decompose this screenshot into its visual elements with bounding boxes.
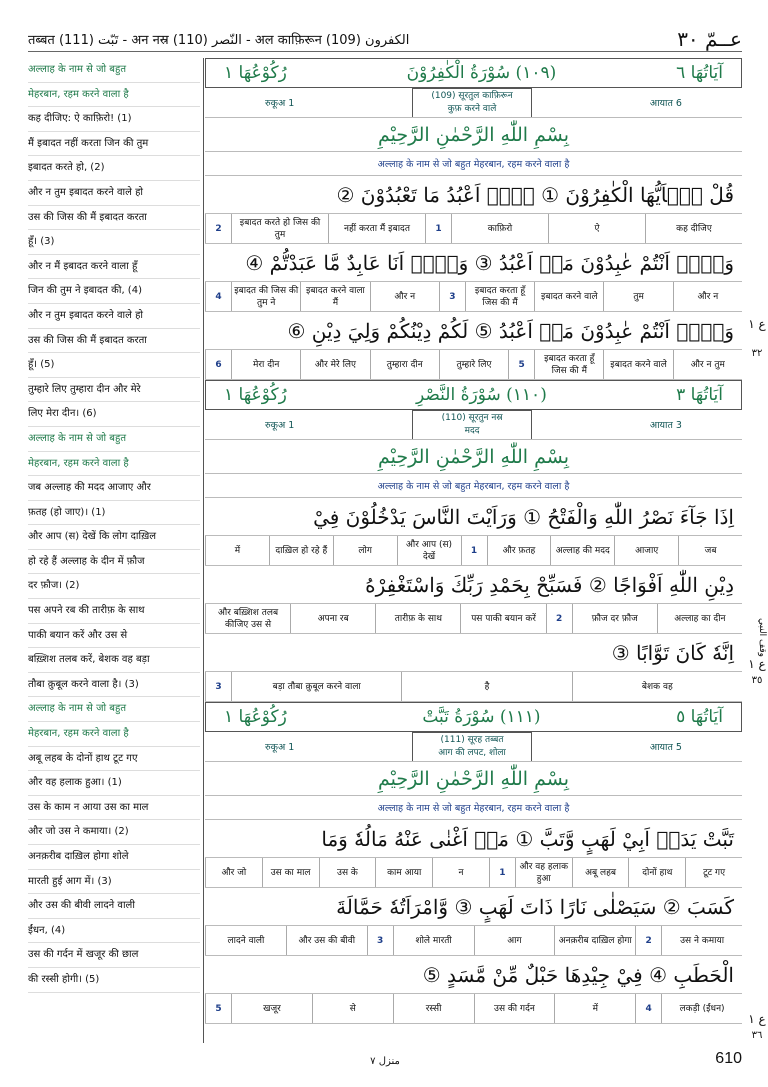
word-translation-row bbox=[205, 926, 742, 956]
translation-line: जब अल्लाह की मदद आजाए और bbox=[28, 476, 200, 501]
word-meaning: और आप (स) देखें bbox=[397, 536, 461, 565]
surah-title-bar bbox=[205, 380, 742, 410]
ruku-count: رُكُوْعُهَا ١ bbox=[224, 707, 287, 727]
translation-line: कह दीजिए: ऐ काफ़िरो! (1) bbox=[28, 107, 200, 132]
arabic-verse-text: كَسَبَ ② سَيَصْلٰى نَارًا ذَاتَ لَهَبٍ ③ وَّامْرَاَتُهٗ حَمَّالَةَ bbox=[336, 894, 734, 919]
verse-number: 2 bbox=[205, 214, 231, 243]
bismillah bbox=[205, 440, 742, 474]
arabic-verse-line bbox=[205, 634, 742, 672]
translation-line: मारती हुई आग में। (3) bbox=[28, 870, 200, 895]
word-meaning: इबादत करने वाले bbox=[534, 282, 603, 311]
word-meaning: पस पाकी बयान करें bbox=[460, 604, 545, 633]
surah-hindi-name: (111) सूरह तब्बत bbox=[440, 734, 504, 745]
bismillah-translation bbox=[205, 152, 742, 176]
word-meaning: दोनों हाथ bbox=[628, 858, 685, 887]
word-meaning: है bbox=[401, 672, 571, 701]
bismillah-translation bbox=[205, 796, 742, 820]
arabic-verse-text: قُلْ يٰۤاَيُّهَا الْكٰفِرُوْنَ ① لَاۤ اَعْبُدُ مَا تَعْبُدُوْنَ ② bbox=[336, 182, 734, 207]
translation-line: उस की जिस की मैं इबादत करता bbox=[28, 329, 200, 354]
word-meaning: लादने वाली bbox=[205, 926, 286, 955]
arabic-verse-line bbox=[205, 888, 742, 926]
translation-line: उस के काम न आया उस का माल bbox=[28, 796, 200, 821]
word-translation-row bbox=[205, 282, 742, 312]
translation-line: मेहरबान, रहम करने वाला है bbox=[28, 722, 200, 747]
translation-line: पाकी बयान करें और उस से bbox=[28, 624, 200, 649]
word-meaning: दाख़िल हो रहे हैं bbox=[269, 536, 333, 565]
arabic-verse-line bbox=[205, 176, 742, 214]
word-meaning: अनक़रीब दाख़िल होगा bbox=[554, 926, 635, 955]
translation-line: और वह हलाक हुआ। (1) bbox=[28, 771, 200, 796]
word-meaning: से bbox=[312, 994, 393, 1023]
bismillah-text: بِسْمِ اللّٰهِ الرَّحْمٰنِ الرَّحِيْمِ bbox=[378, 767, 569, 790]
translation-line: तुम्हारे लिए तुम्हारा दीन और मेरे bbox=[28, 378, 200, 403]
word-meaning: उस की गर्दन bbox=[474, 994, 555, 1023]
word-meaning: और न तुम bbox=[673, 350, 742, 379]
bismillah-text: بِسْمِ اللّٰهِ الرَّحْمٰنِ الرَّحِيْمِ bbox=[378, 445, 569, 468]
translation-line: अल्लाह के नाम से जो बहुत bbox=[28, 58, 200, 83]
arabic-verse-line bbox=[205, 820, 742, 858]
word-meaning: फ़ौज दर फ़ौज bbox=[572, 604, 657, 633]
surah-name-box bbox=[412, 410, 532, 440]
word-meaning: में bbox=[554, 994, 635, 1023]
arabic-verse-text: تَبَّتْ يَدَاۤ اَبِيْ لَهَبٍ وَّتَبَّ ① مَاۤ اَغْنٰى عَنْهُ مَالُهٗ وَمَا bbox=[321, 826, 734, 851]
arabic-verse-text: دِيْنِ اللّٰهِ اَفْوَاجًا ② فَسَبِّحْ بِحَمْدِ رَبِّكَ وَاسْتَغْفِرْهُ bbox=[365, 572, 734, 597]
word-meaning: मेरा दीन bbox=[231, 350, 300, 379]
translation-line: और न मैं इबादत करने वाला हूँ bbox=[28, 255, 200, 280]
word-translation-row bbox=[205, 350, 742, 380]
ruku-count-3: ٣٦ bbox=[751, 1030, 763, 1041]
word-meaning: न bbox=[432, 858, 489, 887]
translation-line: और न तुम इबादत करने वाले हो bbox=[28, 304, 200, 329]
ayat-count: آيَاتُهَا ٥ bbox=[676, 707, 723, 727]
word-meaning: और वह हलाक हुआ bbox=[515, 858, 572, 887]
word-meaning: और बख़्शिश तलब कीजिए उस से bbox=[205, 604, 290, 633]
translation-line: मेहरबान, रहम करने वाला है bbox=[28, 83, 200, 108]
ayat-label: आयात 5 bbox=[649, 742, 682, 753]
word-meaning: अल्लाह की मदद bbox=[550, 536, 614, 565]
word-meaning: इबादत करता हूँ जिस की मैं bbox=[534, 350, 603, 379]
translation-line: उस की गर्दन में खजूर की छाल bbox=[28, 943, 200, 968]
word-meaning: काफ़िरो bbox=[451, 214, 548, 243]
word-meaning: और न bbox=[370, 282, 439, 311]
arabic-verse-text: وَلَاۤ اَنْتُمْ عٰبِدُوْنَ مَاۤ اَعْبُدُ ③ وَلَاۤ اَنَا عَابِدٌ مَّا عَبَدْتُّمْ ④ bbox=[245, 250, 734, 275]
word-meaning: तुम्हारे लिए bbox=[439, 350, 508, 379]
ruku-mark-1: ع ۱ bbox=[748, 317, 766, 331]
column-divider bbox=[203, 58, 204, 1043]
verse-number: 1 bbox=[461, 536, 487, 565]
arabic-verse-text: اِنَّهٗ كَانَ تَوَّابًا ③ bbox=[611, 640, 734, 665]
translation-line: अल्लाह के नाम से जो बहुत bbox=[28, 427, 200, 452]
translation-line: इबादत करते हो, (2) bbox=[28, 156, 200, 181]
translation-line: हो रहे हैं अल्लाह के दीन में फ़ौज bbox=[28, 550, 200, 575]
header-juz-title: عــمّ ٣٠ bbox=[677, 26, 742, 51]
translation-line: पस अपने रब की तारीफ़ के साथ bbox=[28, 599, 200, 624]
word-meaning: इबादत करने वाला मैं bbox=[300, 282, 369, 311]
word-meaning: और जो bbox=[205, 858, 262, 887]
word-meaning: अल्लाह का दीन bbox=[657, 604, 742, 633]
surah-meaning: कुफ़ करने वाले bbox=[447, 103, 497, 114]
bismillah bbox=[205, 118, 742, 152]
ruku-count: رُكُوْعُهَا ١ bbox=[224, 385, 287, 405]
arabic-verse-line bbox=[205, 956, 742, 994]
word-translation-row bbox=[205, 214, 742, 244]
word-meaning: इबादत करते हो जिस की तुम bbox=[231, 214, 328, 243]
translation-line: अबू लहब के दोनों हाथ टूट गए bbox=[28, 747, 200, 772]
translation-line: उस की जिस की मैं इबादत करता bbox=[28, 206, 200, 231]
word-meaning: शोले मारती bbox=[393, 926, 474, 955]
page-header bbox=[28, 26, 742, 52]
verse-number: 1 bbox=[489, 858, 515, 887]
word-meaning: उस ने कमाया bbox=[661, 926, 742, 955]
word-meaning: बड़ा तौबा क़ुबूल करने वाला bbox=[231, 672, 401, 701]
word-meaning: इबादत करता हूँ जिस की मैं bbox=[465, 282, 534, 311]
translation-line: मेहरबान, रहम करने वाला है bbox=[28, 452, 200, 477]
translation-line: और आप (स) देखें कि लोग दाख़िल bbox=[28, 525, 200, 550]
word-meaning: उस का माल bbox=[262, 858, 319, 887]
verse-number: 1 bbox=[425, 214, 451, 243]
translation-line: हूँ। (5) bbox=[28, 353, 200, 378]
word-translation-row bbox=[205, 536, 742, 566]
ayat-count: آيَاتُهَا ٣ bbox=[676, 385, 723, 405]
bismillah-translation-text: अल्लाह के नाम से जो बहुत मेहरबान, रहम करने वाला है bbox=[377, 803, 570, 814]
waqf-mark: وقف النبي bbox=[757, 618, 767, 658]
arabic-verse-line bbox=[205, 244, 742, 282]
ayat-label: आयात 3 bbox=[649, 420, 682, 431]
bismillah-text: بِسْمِ اللّٰهِ الرَّحْمٰنِ الرَّحِيْمِ bbox=[378, 123, 569, 146]
word-meaning: आजाए bbox=[614, 536, 678, 565]
word-meaning: टूट गए bbox=[685, 858, 742, 887]
translation-line: दर फ़ौज। (2) bbox=[28, 574, 200, 599]
page-footer bbox=[28, 1046, 742, 1076]
surah-name-box bbox=[412, 88, 532, 118]
surah-meaning: आग की लपट, शोला bbox=[438, 747, 506, 758]
translation-line: की रस्सी होगी। (5) bbox=[28, 968, 200, 993]
verse-number: 2 bbox=[635, 926, 661, 955]
surah-info-row bbox=[205, 732, 742, 762]
word-meaning: जब bbox=[678, 536, 742, 565]
quran-text-panel bbox=[205, 58, 742, 1043]
arabic-verse-line bbox=[205, 566, 742, 604]
ruku-mark-2: ع ١ bbox=[748, 657, 766, 671]
verse-number: 4 bbox=[635, 994, 661, 1023]
word-meaning: नहीं करता मैं इबादत bbox=[328, 214, 425, 243]
ruku-label: रुकूअ 1 bbox=[265, 742, 295, 753]
surah-meaning: मदद bbox=[464, 425, 480, 436]
word-meaning: और मेरे लिए bbox=[300, 350, 369, 379]
translation-line: और जो उस ने कमाया। (2) bbox=[28, 820, 200, 845]
verse-number: 3 bbox=[367, 926, 393, 955]
translation-line: बख़्शिश तलब करें, बेशक वह बड़ा bbox=[28, 648, 200, 673]
arabic-verse-text: اِذَا جَآءَ نَصْرُ اللّٰهِ وَالْفَتْحُ ① وَرَاَيْتَ النَّاسَ يَدْخُلُوْنَ فِيْ bbox=[313, 504, 734, 529]
arabic-verse-line bbox=[205, 498, 742, 536]
word-meaning: कह दीजिए bbox=[645, 214, 742, 243]
verse-number: 5 bbox=[508, 350, 534, 379]
surah-hindi-name: (109) सूरतुल काफ़िरून bbox=[431, 90, 513, 101]
verse-number: 2 bbox=[546, 604, 572, 633]
surah-info-row bbox=[205, 88, 742, 118]
word-meaning: और उस की बीवी bbox=[286, 926, 367, 955]
right-margin bbox=[744, 58, 768, 1043]
surah-title-bar bbox=[205, 702, 742, 732]
translation-line: तौबा क़ुबूल करने वाला है। (3) bbox=[28, 673, 200, 698]
word-meaning: लकड़ी (ईंधन) bbox=[661, 994, 742, 1023]
ayat-label: आयात 6 bbox=[649, 98, 682, 109]
translation-line: हूँ। (3) bbox=[28, 230, 200, 255]
word-meaning: उस के bbox=[319, 858, 376, 887]
surah-title-bar bbox=[205, 58, 742, 88]
word-meaning: खजूर bbox=[231, 994, 312, 1023]
ruku-count-2: ٣٥ bbox=[751, 675, 763, 686]
translation-line: मैं इबादत नहीं करता जिन की तुम bbox=[28, 132, 200, 157]
verse-number: 3 bbox=[205, 672, 231, 701]
word-meaning: आग bbox=[474, 926, 555, 955]
word-meaning: बेशक वह bbox=[572, 672, 742, 701]
word-meaning: अबू लहब bbox=[572, 858, 629, 887]
bismillah bbox=[205, 762, 742, 796]
word-meaning: तुम bbox=[603, 282, 672, 311]
word-meaning: काम आया bbox=[375, 858, 432, 887]
word-meaning: अपना रब bbox=[290, 604, 375, 633]
translation-line: लिए मेरा दीन। (6) bbox=[28, 402, 200, 427]
arabic-verse-text: الْحَطَبِ ④ فِيْ جِيْدِهَا حَبْلٌ مِّنْ مَّسَدٍ ⑤ bbox=[422, 962, 734, 987]
verse-number: 3 bbox=[439, 282, 465, 311]
word-meaning: में bbox=[205, 536, 269, 565]
verse-number: 4 bbox=[205, 282, 231, 311]
surah-name: (١١١) سُوْرَةُ تَبَّتْ bbox=[422, 707, 541, 727]
word-translation-row bbox=[205, 672, 742, 702]
translation-line: जिन की तुम ने इबादत की, (4) bbox=[28, 279, 200, 304]
translation-line: और न तुम इबादत करने वाले हो bbox=[28, 181, 200, 206]
ruku-label: रुकूअ 1 bbox=[265, 98, 295, 109]
surah-name: (١٠٩) سُوْرَةُ الْكٰفِرُوْنَ bbox=[406, 63, 557, 83]
ruku-label: रुकूअ 1 bbox=[265, 420, 295, 431]
bismillah-translation bbox=[205, 474, 742, 498]
word-meaning: लोग bbox=[333, 536, 397, 565]
page-number: 610 bbox=[715, 1050, 742, 1067]
word-meaning: इबादत की जिस की तुम ने bbox=[231, 282, 300, 311]
verse-number: 6 bbox=[205, 350, 231, 379]
word-meaning: और फ़तह bbox=[487, 536, 551, 565]
word-translation-row bbox=[205, 994, 742, 1024]
translation-line: ईंधन, (4) bbox=[28, 919, 200, 944]
word-meaning: ऐ bbox=[548, 214, 645, 243]
manzil-label: منزل ٧ bbox=[370, 1055, 400, 1067]
word-meaning: तारीफ़ के साथ bbox=[375, 604, 460, 633]
bismillah-translation-text: अल्लाह के नाम से जो बहुत मेहरबान, रहम करने वाला है bbox=[377, 481, 570, 492]
word-translation-row bbox=[205, 604, 742, 634]
surah-name: (١١٠) سُوْرَةُ النَّصْرِ bbox=[416, 385, 547, 405]
word-meaning: और न bbox=[673, 282, 742, 311]
word-meaning: रस्सी bbox=[393, 994, 474, 1023]
hindi-translation-column bbox=[28, 58, 200, 1043]
surah-name-box bbox=[412, 732, 532, 762]
ruku-mark-3: ع ١ bbox=[748, 1012, 766, 1026]
ruku-count: رُكُوْعُهَا ١ bbox=[224, 63, 287, 83]
translation-line: और उस की बीवी लादने वाली bbox=[28, 894, 200, 919]
translation-line: अनक़रीब दाख़िल होगा शोले bbox=[28, 845, 200, 870]
word-meaning: तुम्हारा दीन bbox=[370, 350, 439, 379]
header-surah-titles: तब्बत (111) تَبّت - अन नस्र (110) النّصر - अल काफ़िरून (109) الكفرون bbox=[28, 32, 410, 48]
translation-line: फ़तह (हो जाए)। (1) bbox=[28, 501, 200, 526]
ruku-count-1: ٣٢ bbox=[751, 348, 763, 359]
word-meaning: इबादत करने वाले bbox=[603, 350, 672, 379]
arabic-verse-line bbox=[205, 312, 742, 350]
surah-hindi-name: (110) सूरतुन नस्र bbox=[441, 412, 503, 423]
surah-info-row bbox=[205, 410, 742, 440]
bismillah-translation-text: अल्लाह के नाम से जो बहुत मेहरबान, रहम करने वाला है bbox=[377, 159, 570, 170]
arabic-verse-text: وَلَاۤ اَنْتُمْ عٰبِدُوْنَ مَاۤ اَعْبُدُ ⑤ لَكُمْ دِيْنُكُمْ وَلِيَ دِيْنِ ⑥ bbox=[287, 318, 734, 343]
ayat-count: آيَاتُهَا ٦ bbox=[676, 63, 723, 83]
verse-number: 5 bbox=[205, 994, 231, 1023]
translation-line: अल्लाह के नाम से जो बहुत bbox=[28, 697, 200, 722]
word-translation-row bbox=[205, 858, 742, 888]
